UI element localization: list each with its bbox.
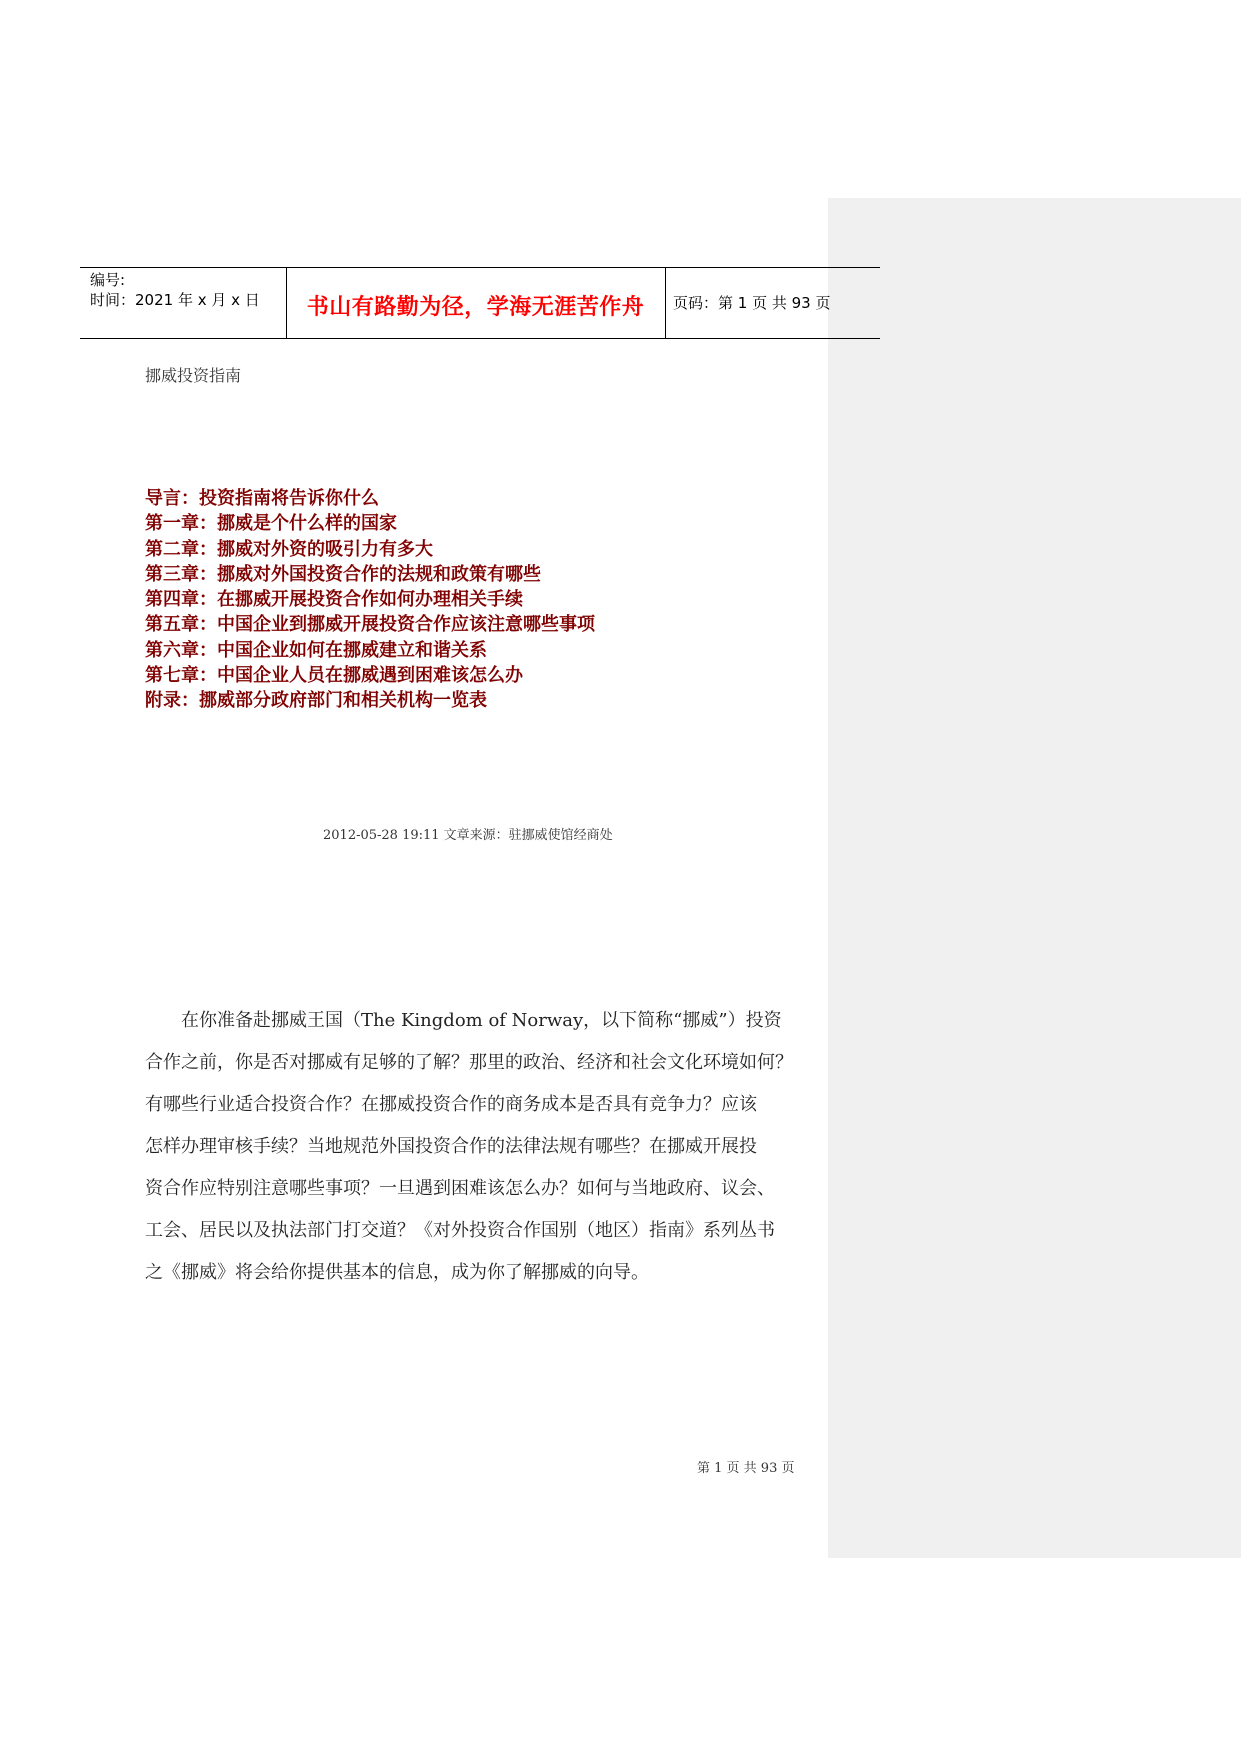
toc-item: 第二章：挪威对外资的吸引力有多大 <box>145 538 433 560</box>
body-line: 有哪些行业适合投资合作？在挪威投资合作的商务成本是否具有竞争力？应该 <box>145 1094 757 1115</box>
toc-item: 第五章：中国企业到挪威开展投资合作应该注意哪些事项 <box>145 614 595 636</box>
number-label: 编号: <box>90 271 126 289</box>
body-line: 之《挪威》将会给你提供基本的信息，成为你了解挪威的向导。 <box>145 1262 649 1283</box>
page-label: 页码：第 1 页 共 93 页 <box>673 294 831 312</box>
header-table <box>80 267 880 339</box>
toc-item: 第一章：挪威是个什么样的国家 <box>145 513 397 535</box>
body-line: 工会、居民以及执法部门打交道？《对外投资合作国别（地区）指南》系列丛书 <box>145 1220 775 1241</box>
toc-item: 第七章：中国企业人员在挪威遇到困难该怎么办 <box>145 665 523 687</box>
body-line: 在你准备赴挪威王国（The Kingdom of Norway，以下简称“挪威”）投资 <box>181 1010 782 1031</box>
body-line: 怎样办理审核手续？当地规范外国投资合作的法律法规有哪些？在挪威开展投 <box>145 1136 757 1157</box>
header-page-cell <box>665 268 880 338</box>
body-paragraph <box>145 1000 817 1294</box>
header-motto-cell <box>286 268 666 338</box>
comment-pane <box>828 198 1241 1558</box>
toc-item: 第六章：中国企业如何在挪威建立和谐关系 <box>145 639 487 661</box>
date-label: 时间：2021 年 x 月 x 日 <box>90 291 260 309</box>
doc-title: 挪威投资指南 <box>145 366 242 385</box>
toc-item: 导言：投资指南将告诉你什么 <box>145 488 379 509</box>
body-line: 合作之前，你是否对挪威有足够的了解？那里的政治、经济和社会文化环境如何？ <box>145 1052 793 1073</box>
toc-item: 第三章：挪威对外国投资合作的法规和政策有哪些 <box>145 563 541 585</box>
table-of-contents <box>145 486 595 714</box>
toc-item: 附录：挪威部分政府部门和相关机构一览表 <box>145 690 487 712</box>
header-info-cell <box>80 268 287 338</box>
toc-item: 第四章：在挪威开展投资合作如何办理相关手续 <box>145 589 523 611</box>
motto: 书山有路勤为径，学海无涯苦作舟 <box>306 294 645 320</box>
page-footer: 第 1 页 共 93 页 <box>697 1461 795 1476</box>
article-meta: 2012-05-28 19:11 文章来源：驻挪威使馆经商处 <box>323 828 613 843</box>
body-line: 资合作应特别注意哪些事项？一旦遇到困难该怎么办？如何与当地政府、议会、 <box>145 1178 775 1199</box>
